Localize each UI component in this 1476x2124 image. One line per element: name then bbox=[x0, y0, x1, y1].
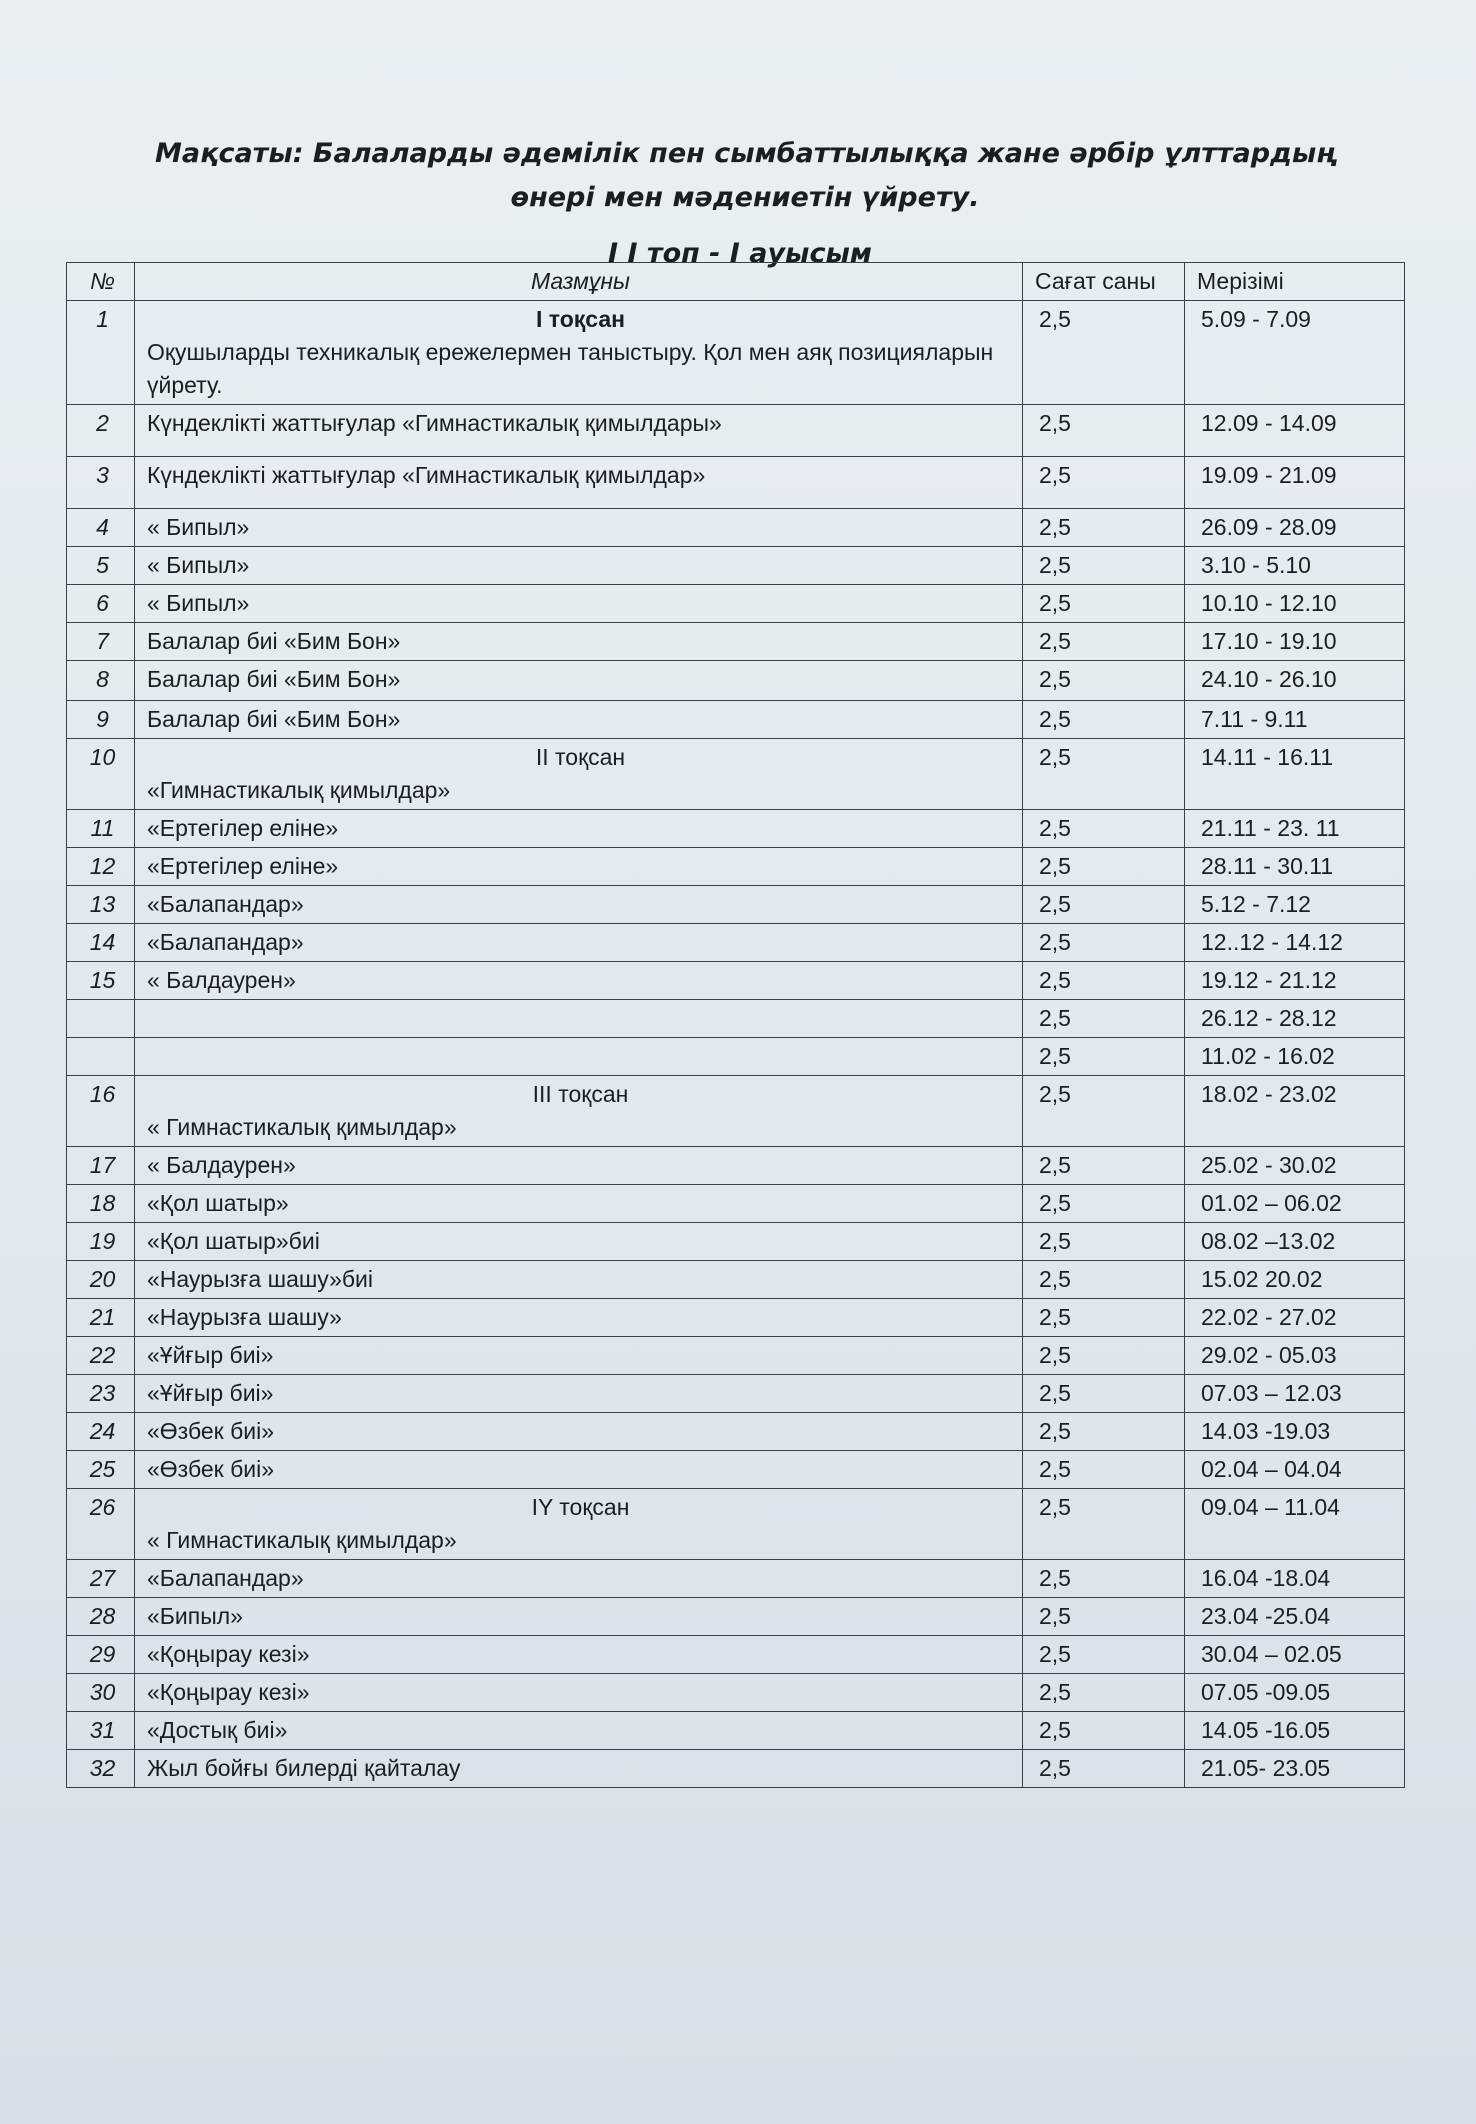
row-term: 26.12 - 28.12 bbox=[1185, 1000, 1405, 1038]
row-term: 12.09 - 14.09 bbox=[1185, 405, 1405, 457]
row-number: 13 bbox=[67, 886, 135, 924]
row-term: 25.02 - 30.02 bbox=[1185, 1147, 1405, 1185]
content-text: Балалар биі «Бим Бон» bbox=[147, 706, 401, 732]
row-term: 10.10 - 12.10 bbox=[1185, 585, 1405, 623]
row-hours: 2,5 bbox=[1023, 1636, 1185, 1674]
content-text: « Бипыл» bbox=[147, 590, 250, 616]
table-row bbox=[67, 585, 1405, 623]
row-content bbox=[135, 457, 1023, 509]
row-number: 32 bbox=[67, 1750, 135, 1788]
table-row bbox=[67, 1337, 1405, 1375]
row-term: 12..12 - 14.12 bbox=[1185, 924, 1405, 962]
table-row bbox=[67, 1712, 1405, 1750]
content-text: «Гимнастикалық қимылдар» bbox=[147, 777, 451, 803]
content-text: Балалар биі «Бим Бон» bbox=[147, 666, 401, 692]
row-number: 1 bbox=[67, 301, 135, 405]
goal-line-1: Мақсаты: Балаларды әдемілік пен сымбаттылыққа жане әрбір ұлттардың bbox=[155, 138, 1335, 169]
row-hours: 2,5 bbox=[1023, 1299, 1185, 1337]
row-term: 15.02 20.02 bbox=[1185, 1261, 1405, 1299]
row-term: 19.12 - 21.12 bbox=[1185, 962, 1405, 1000]
content-text: «Ұйғыр биі» bbox=[147, 1380, 274, 1406]
table-body bbox=[67, 301, 1405, 1788]
table-row bbox=[67, 1147, 1405, 1185]
row-number: 14 bbox=[67, 924, 135, 962]
row-content bbox=[135, 848, 1023, 886]
quarter-title: I тоқсан bbox=[535, 306, 626, 332]
row-content bbox=[135, 1076, 1023, 1147]
content-text: «Наурызға шашу»биі bbox=[147, 1266, 373, 1292]
row-content bbox=[135, 1375, 1023, 1413]
row-number: 22 bbox=[67, 1337, 135, 1375]
row-content bbox=[135, 962, 1023, 1000]
row-term: 3.10 - 5.10 bbox=[1185, 547, 1405, 585]
row-number: 3 bbox=[67, 457, 135, 509]
row-term: 24.10 - 26.10 bbox=[1185, 661, 1405, 701]
row-number: 19 bbox=[67, 1223, 135, 1261]
row-hours: 2,5 bbox=[1023, 1147, 1185, 1185]
row-content bbox=[135, 1147, 1023, 1185]
row-content bbox=[135, 1000, 1023, 1038]
row-content bbox=[135, 1261, 1023, 1299]
row-term: 23.04 -25.04 bbox=[1185, 1598, 1405, 1636]
row-hours: 2,5 bbox=[1023, 1750, 1185, 1788]
content-text: Күндеклікті жаттығулар «Гимнастикалық қимылдары» bbox=[147, 410, 722, 436]
row-number bbox=[67, 1000, 135, 1038]
row-hours: 2,5 bbox=[1023, 623, 1185, 661]
row-number: 12 bbox=[67, 848, 135, 886]
quarter-title: IY тоқсан bbox=[531, 1494, 630, 1520]
table-row bbox=[67, 1750, 1405, 1788]
table-row bbox=[67, 1375, 1405, 1413]
row-number: 24 bbox=[67, 1413, 135, 1451]
content-text: « Бипыл» bbox=[147, 514, 250, 540]
row-hours: 2,5 bbox=[1023, 1185, 1185, 1223]
row-number: 15 bbox=[67, 962, 135, 1000]
row-number: 2 bbox=[67, 405, 135, 457]
row-hours: 2,5 bbox=[1023, 701, 1185, 739]
row-hours: 2,5 bbox=[1023, 509, 1185, 547]
table-row bbox=[67, 547, 1405, 585]
content-text: Балалар биі «Бим Бон» bbox=[147, 628, 401, 654]
table-row bbox=[67, 1489, 1405, 1560]
row-term: 22.02 - 27.02 bbox=[1185, 1299, 1405, 1337]
content-text: «Балапандар» bbox=[147, 891, 304, 917]
table-row bbox=[67, 1076, 1405, 1147]
table-row bbox=[67, 1223, 1405, 1261]
row-hours: 2,5 bbox=[1023, 585, 1185, 623]
row-hours: 2,5 bbox=[1023, 1413, 1185, 1451]
content-text: «Қол шатыр» bbox=[147, 1190, 289, 1216]
row-content bbox=[135, 1636, 1023, 1674]
row-content bbox=[135, 1598, 1023, 1636]
row-content bbox=[135, 1712, 1023, 1750]
row-hours: 2,5 bbox=[1023, 405, 1185, 457]
row-content bbox=[135, 1560, 1023, 1598]
table-row bbox=[67, 1598, 1405, 1636]
row-number: 6 bbox=[67, 585, 135, 623]
row-number: 10 bbox=[67, 739, 135, 810]
row-term: 7.11 - 9.11 bbox=[1185, 701, 1405, 739]
row-hours: 2,5 bbox=[1023, 1712, 1185, 1750]
row-hours: 2,5 bbox=[1023, 886, 1185, 924]
row-term: 5.12 - 7.12 bbox=[1185, 886, 1405, 924]
row-term: 08.02 –13.02 bbox=[1185, 1223, 1405, 1261]
row-number: 23 bbox=[67, 1375, 135, 1413]
table-row bbox=[67, 623, 1405, 661]
row-number: 26 bbox=[67, 1489, 135, 1560]
row-term: 14.11 - 16.11 bbox=[1185, 739, 1405, 810]
table-row bbox=[67, 1299, 1405, 1337]
header-hours: Сағат саны bbox=[1023, 263, 1185, 301]
content-text: «Наурызға шашу» bbox=[147, 1304, 342, 1330]
row-number: 16 bbox=[67, 1076, 135, 1147]
table-row bbox=[67, 1636, 1405, 1674]
table-row bbox=[67, 810, 1405, 848]
content-text: «Қол шатыр»биі bbox=[147, 1228, 320, 1254]
row-term: 21.05- 23.05 bbox=[1185, 1750, 1405, 1788]
row-content bbox=[135, 1038, 1023, 1076]
content-text: Күндеклікті жаттығулар «Гимнастикалық қимылдар» bbox=[147, 462, 706, 488]
row-hours: 2,5 bbox=[1023, 1076, 1185, 1147]
row-hours: 2,5 bbox=[1023, 1560, 1185, 1598]
table-row bbox=[67, 1560, 1405, 1598]
row-number bbox=[67, 1038, 135, 1076]
row-term: 09.04 – 11.04 bbox=[1185, 1489, 1405, 1560]
row-hours: 2,5 bbox=[1023, 547, 1185, 585]
content-text: «Өзбек биі» bbox=[147, 1418, 275, 1444]
content-text: «Ертегілер еліне» bbox=[147, 815, 339, 841]
row-term: 14.05 -16.05 bbox=[1185, 1712, 1405, 1750]
row-hours: 2,5 bbox=[1023, 1375, 1185, 1413]
row-number: 25 bbox=[67, 1451, 135, 1489]
content-text: «Балапандар» bbox=[147, 929, 304, 955]
row-number: 21 bbox=[67, 1299, 135, 1337]
row-term: 11.02 - 16.02 bbox=[1185, 1038, 1405, 1076]
row-number: 4 bbox=[67, 509, 135, 547]
row-content bbox=[135, 1674, 1023, 1712]
row-number: 28 bbox=[67, 1598, 135, 1636]
row-content bbox=[135, 661, 1023, 701]
row-content bbox=[135, 405, 1023, 457]
row-content bbox=[135, 1413, 1023, 1451]
row-hours: 2,5 bbox=[1023, 1261, 1185, 1299]
table-row bbox=[67, 1674, 1405, 1712]
row-term: 02.04 – 04.04 bbox=[1185, 1451, 1405, 1489]
content-text: «Балапандар» bbox=[147, 1565, 304, 1591]
table-row bbox=[67, 924, 1405, 962]
group-title: I I топ - I ауысым bbox=[608, 238, 872, 269]
row-term: 14.03 -19.03 bbox=[1185, 1413, 1405, 1451]
row-content bbox=[135, 739, 1023, 810]
row-hours: 2,5 bbox=[1023, 1223, 1185, 1261]
content-text: « Балдаурен» bbox=[147, 967, 296, 993]
row-content bbox=[135, 701, 1023, 739]
row-term: 16.04 -18.04 bbox=[1185, 1560, 1405, 1598]
row-term: 21.11 - 23. 11 bbox=[1185, 810, 1405, 848]
row-content bbox=[135, 547, 1023, 585]
table-row bbox=[67, 1451, 1405, 1489]
row-term: 28.11 - 30.11 bbox=[1185, 848, 1405, 886]
row-term: 07.05 -09.05 bbox=[1185, 1674, 1405, 1712]
table-row bbox=[67, 1000, 1405, 1038]
row-hours: 2,5 bbox=[1023, 457, 1185, 509]
row-number: 8 bbox=[67, 661, 135, 701]
content-text: Оқушыларды техникалық ережелермен таныстыру. Қол мен аяқ позицияларын үйрету. bbox=[147, 339, 994, 398]
content-text: «Ертегілер еліне» bbox=[147, 853, 339, 879]
table-row bbox=[67, 886, 1405, 924]
table-row bbox=[67, 405, 1405, 457]
table-row bbox=[67, 1261, 1405, 1299]
table-row bbox=[67, 1038, 1405, 1076]
row-number: 31 bbox=[67, 1712, 135, 1750]
row-content bbox=[135, 1337, 1023, 1375]
row-hours: 2,5 bbox=[1023, 1038, 1185, 1076]
row-number: 29 bbox=[67, 1636, 135, 1674]
row-term: 19.09 - 21.09 bbox=[1185, 457, 1405, 509]
row-hours: 2,5 bbox=[1023, 848, 1185, 886]
row-hours: 2,5 bbox=[1023, 661, 1185, 701]
row-content bbox=[135, 1489, 1023, 1560]
content-text: « Балдаурен» bbox=[147, 1152, 296, 1178]
header-row bbox=[67, 263, 1405, 301]
row-term: 29.02 - 05.03 bbox=[1185, 1337, 1405, 1375]
row-content bbox=[135, 623, 1023, 661]
row-hours: 2,5 bbox=[1023, 810, 1185, 848]
quarter-title: II тоқсан bbox=[535, 744, 626, 770]
row-number: 20 bbox=[67, 1261, 135, 1299]
table-row bbox=[67, 962, 1405, 1000]
header-content: Мазмұны bbox=[135, 263, 1023, 301]
row-hours: 2,5 bbox=[1023, 1337, 1185, 1375]
row-term: 07.03 – 12.03 bbox=[1185, 1375, 1405, 1413]
table-row bbox=[67, 739, 1405, 810]
table-row bbox=[67, 1413, 1405, 1451]
row-hours: 2,5 bbox=[1023, 1451, 1185, 1489]
content-text: «Ұйғыр биі» bbox=[147, 1342, 274, 1368]
row-content bbox=[135, 1451, 1023, 1489]
table-row bbox=[67, 661, 1405, 701]
row-number: 27 bbox=[67, 1560, 135, 1598]
row-number: 5 bbox=[67, 547, 135, 585]
row-content bbox=[135, 1750, 1023, 1788]
content-text: «Достық биі» bbox=[147, 1717, 288, 1743]
row-term: 18.02 - 23.02 bbox=[1185, 1076, 1405, 1147]
row-content bbox=[135, 1185, 1023, 1223]
row-hours: 2,5 bbox=[1023, 924, 1185, 962]
content-text: Жыл бойғы билерді қайталау bbox=[147, 1755, 461, 1781]
row-hours: 2,5 bbox=[1023, 962, 1185, 1000]
schedule-table bbox=[66, 262, 1405, 1788]
row-hours: 2,5 bbox=[1023, 1000, 1185, 1038]
row-content bbox=[135, 810, 1023, 848]
table-row bbox=[67, 509, 1405, 547]
row-number: 18 bbox=[67, 1185, 135, 1223]
row-number: 11 bbox=[67, 810, 135, 848]
table-row bbox=[67, 701, 1405, 739]
goal-line-2: өнері мен мәдениетін үйрету. bbox=[510, 182, 980, 213]
row-number: 17 bbox=[67, 1147, 135, 1185]
content-text: «Бипыл» bbox=[147, 1603, 243, 1629]
content-text: « Гимнастикалық қимылдар» bbox=[147, 1527, 457, 1553]
table-row bbox=[67, 301, 1405, 405]
row-term: 5.09 - 7.09 bbox=[1185, 301, 1405, 405]
row-hours: 2,5 bbox=[1023, 739, 1185, 810]
table-row bbox=[67, 1185, 1405, 1223]
goal-heading bbox=[100, 132, 1390, 220]
row-hours: 2,5 bbox=[1023, 1598, 1185, 1636]
row-number: 7 bbox=[67, 623, 135, 661]
header-no: № bbox=[67, 263, 135, 301]
row-content bbox=[135, 1299, 1023, 1337]
row-content bbox=[135, 924, 1023, 962]
table-row bbox=[67, 848, 1405, 886]
row-number: 9 bbox=[67, 701, 135, 739]
row-hours: 2,5 bbox=[1023, 1674, 1185, 1712]
row-content bbox=[135, 1223, 1023, 1261]
content-text: «Қоңырау кезі» bbox=[147, 1641, 310, 1667]
content-text: « Бипыл» bbox=[147, 552, 250, 578]
content-text: «Өзбек биі» bbox=[147, 1456, 275, 1482]
row-content bbox=[135, 301, 1023, 405]
content-text: « Гимнастикалық қимылдар» bbox=[147, 1114, 457, 1140]
row-number: 30 bbox=[67, 1674, 135, 1712]
row-hours: 2,5 bbox=[1023, 301, 1185, 405]
row-term: 26.09 - 28.09 bbox=[1185, 509, 1405, 547]
header-term: Мерізімі bbox=[1185, 263, 1405, 301]
row-term: 30.04 – 02.05 bbox=[1185, 1636, 1405, 1674]
content-text: «Қоңырау кезі» bbox=[147, 1679, 310, 1705]
row-content bbox=[135, 585, 1023, 623]
row-hours: 2,5 bbox=[1023, 1489, 1185, 1560]
row-term: 01.02 – 06.02 bbox=[1185, 1185, 1405, 1223]
row-term: 17.10 - 19.10 bbox=[1185, 623, 1405, 661]
table-row bbox=[67, 457, 1405, 509]
row-content bbox=[135, 509, 1023, 547]
quarter-title: III тоқсан bbox=[532, 1081, 629, 1107]
row-content bbox=[135, 886, 1023, 924]
